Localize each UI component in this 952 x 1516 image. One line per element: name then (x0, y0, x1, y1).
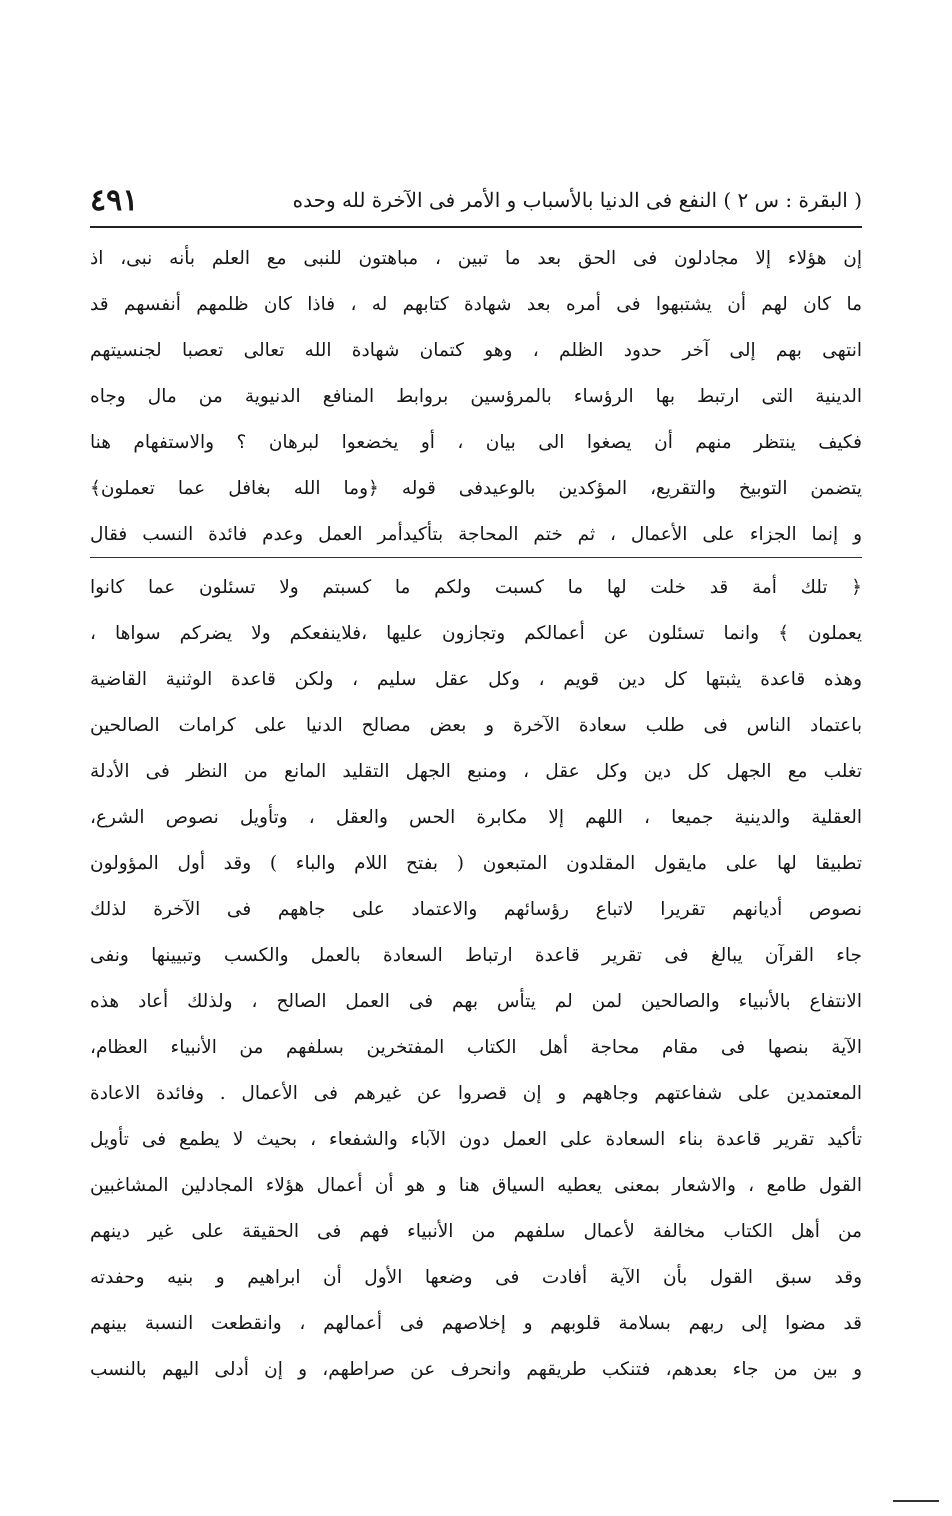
text-line: إن هؤلاء إلا مجادلون فى الحق بعد ما تبين ، مباهتون للنبى مع العلم بأنه نبى، اذ (90, 248, 862, 269)
text-line: يعملون ﴾ وانما تسئلون عن أعمالكم وتجازون عليها ،فلاينفعكم ولا يضركم سواها ، (90, 623, 862, 644)
text-line: تأكيد تقرير قاعدة بناء السعادة على العمل دون الآباء والشفعاء ، بحيث لا يطمع فى تأويل (90, 1129, 862, 1150)
text-line: الآية بنصها فى مقام محاجة أهل الكتاب المفتخرين بسلفهم من الأنبياء العظام، (90, 1037, 862, 1058)
text-line: الدينية التى ارتبط بها الرؤساء بالمرؤسين بروابط المنافع الدنيوية من مال وجاه (90, 386, 862, 407)
text-line: القول طامع ، والاشعار بمعنى يعطيه السياق هنا و هو أن أعمال هؤلاء المجادلين المشاغبين (90, 1175, 862, 1196)
text-line: المعتمدين على شفاعتهم وجاههم و إن قصروا عن غيرهم فى الأعمال . وفائدة الاعادة (90, 1083, 862, 1104)
text-line: تغلب مع الجهل كل دين وكل عقل ، ومنبع الجهل التقليد المانع من النظر فى الأدلة (90, 761, 862, 782)
text-line: ما كان لهم أن يشتبهوا فى أمره بعد شهادة كتابهم له ، فاذا كان ظلمهم أنفسهم قد (90, 294, 862, 315)
verse-line: ﴿ تلك أمة قد خلت لها ما كسبت ولكم ما كسبتم ولا تسئلون عما كانوا (90, 577, 862, 598)
page-number: ٤٩١ (90, 182, 139, 218)
text-line: و إنما الجزاء على الأعمال ، ثم ختم المحاجة بتأكيدأمر العمل وعدم فائدة النسب فقال (90, 524, 862, 545)
text-line: من أهل الكتاب مخالفة لأعمال سلفهم من الأنبياء فهم فى الحقيقة على غير دينهم (90, 1221, 862, 1242)
text-line: نصوص أديانهم تقريرا لاتباع رؤسائهم والاعتماد على جاههم فى الآخرة لذلك (90, 899, 862, 920)
text-line: تطبيقا لها على مايقول المقلدون المتبعون ( بفتح اللام والباء ) وقد أول المؤولون (90, 853, 862, 874)
header-rule (90, 226, 862, 228)
text-line: و بين من جاء بعدهم، فتنكب طريقهم وانحرف عن صراطهم، و إن أدلى اليهم بالنسب (90, 1359, 862, 1380)
running-title: ( البقرة : س ٢ ) النفع فى الدنيا بالأسباب و الأمر فى الآخرة لله وحده (292, 188, 862, 212)
paragraph-commentary (90, 236, 862, 558)
paragraph-verse-commentary (90, 565, 862, 1393)
footer-mark (893, 1500, 939, 1502)
text-line: فكيف ينتظر منهم أن يصغوا الى بيان ، أو يخضعوا لبرهان ؟ والاستفهام هنا (90, 432, 862, 453)
text-line: انتهى بهم إلى آخر حدود الظلم ، وهو كتمان شهادة الله تعالى تعصبا لجنسيتهم (90, 340, 862, 361)
text-line: قد مضوا إلى ربهم بسلامة قلوبهم و إخلاصهم فى أعمالهم ، وانقطعت النسبة بينهم (90, 1313, 862, 1334)
text-line: وهذه قاعدة يثبتها كل دين قويم ، وكل عقل سليم ، ولكن قاعدة الوثنية القاضية (90, 669, 862, 690)
text-line: باعتماد الناس فى طلب سعادة الآخرة و بعض مصالح الدنيا على كرامات الصالحين (90, 715, 862, 736)
section-divider (90, 557, 862, 558)
text-line: العقلية والدينية جميعا ، اللهم إلا مكابرة الحس والعقل ، وتأويل نصوص الشرع، (90, 807, 862, 828)
page-header (90, 176, 862, 224)
text-line: جاء القرآن يبالغ فى تقرير قاعدة ارتباط السعادة بالعمل والكسب وتبيينها ونفى (90, 945, 862, 966)
text-line: يتضمن التوبيخ والتقريع، المؤكدين بالوعيدفى قوله ﴿وما الله بغافل عما تعملون﴾ (90, 478, 862, 499)
text-line: الانتفاع بالأنبياء والصالحين لمن لم يتأس بهم فى العمل الصالح ، ولذلك أعاد هذه (90, 991, 862, 1012)
text-line: وقد سبق القول بأن الآية أفادت فى وضعها الأول أن ابراهيم و بنيه وحفدته (90, 1267, 862, 1288)
